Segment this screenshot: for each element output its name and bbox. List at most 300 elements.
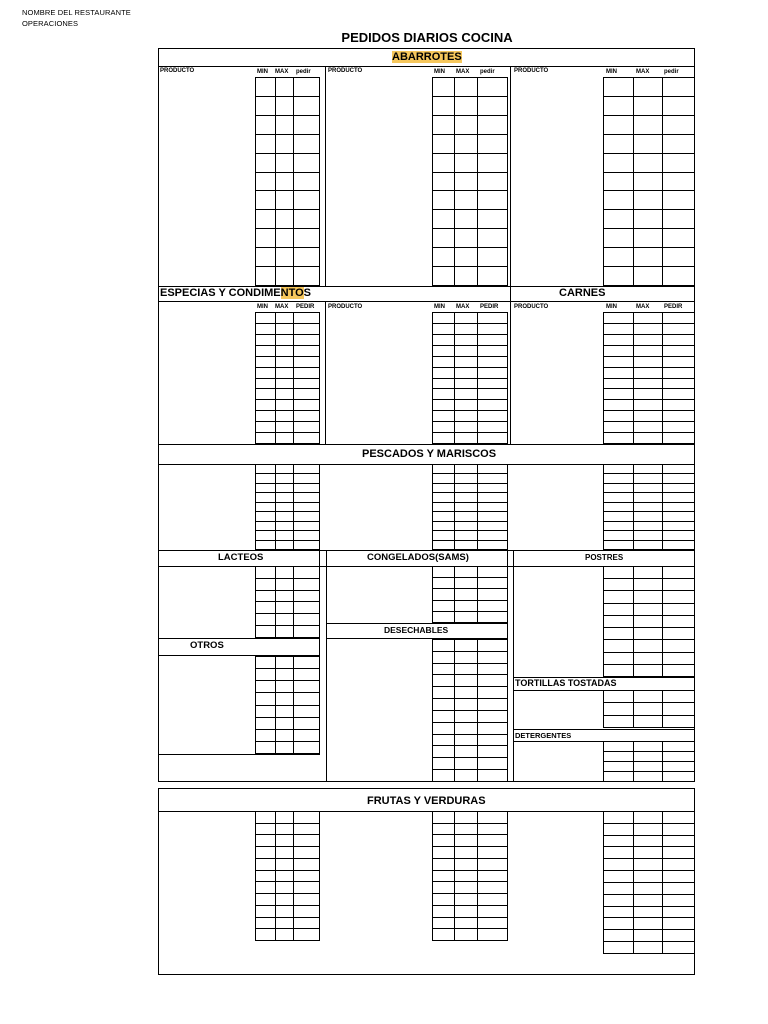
grid-cell	[433, 758, 455, 770]
grid-cell	[256, 847, 276, 859]
grid-cell	[294, 567, 320, 579]
grid-cell	[663, 78, 695, 97]
grid-cell	[604, 591, 634, 603]
col-header-producto: PRODUCTO	[328, 68, 363, 74]
grid-cell	[478, 173, 508, 192]
grid-cell	[276, 248, 294, 267]
pescados-grid-3	[603, 464, 695, 550]
grid-cell	[455, 267, 478, 286]
grid-cell	[478, 503, 508, 512]
grid-cell	[478, 770, 508, 782]
grid-cell	[433, 589, 455, 600]
grid-cell	[478, 567, 508, 578]
grid-cell	[634, 772, 663, 782]
grid-cell	[604, 389, 634, 400]
grid-cell	[478, 335, 508, 346]
grid-cell	[276, 894, 294, 906]
lacteos-top-line	[158, 550, 695, 551]
grid-cell	[478, 512, 508, 521]
grid-cell	[604, 493, 634, 502]
grid-cell	[604, 411, 634, 422]
grid-cell	[634, 883, 663, 895]
especias-divider	[158, 301, 695, 302]
col-header-producto: PRODUCTO	[160, 68, 195, 74]
grid-cell	[604, 665, 634, 677]
grid-cell	[455, 346, 478, 357]
grid-cell	[294, 465, 320, 474]
grid-cell	[276, 389, 294, 400]
grid-cell	[294, 368, 320, 379]
grid-cell	[433, 474, 455, 483]
grid-cell	[294, 267, 320, 286]
grid-cell	[294, 522, 320, 531]
grid-cell	[276, 626, 294, 638]
col-header-pedir: pedir	[664, 69, 679, 75]
grid-cell	[455, 612, 478, 623]
grid-cell	[634, 895, 663, 907]
grid-cell	[294, 591, 320, 603]
grid-cell	[455, 116, 478, 135]
grid-cell	[604, 229, 634, 248]
grid-cell	[294, 324, 320, 335]
grid-cell	[455, 652, 478, 664]
grid-cell	[663, 411, 695, 422]
grid-cell	[455, 135, 478, 154]
grid-cell	[478, 357, 508, 368]
abarrotes-divider-2	[510, 66, 511, 286]
grid-cell	[433, 929, 455, 941]
grid-cell	[663, 691, 695, 703]
grid-cell	[634, 531, 663, 540]
grid-cell	[478, 97, 508, 116]
grid-cell	[294, 357, 320, 368]
grid-cell	[478, 522, 508, 531]
grid-cell	[294, 669, 320, 681]
grid-cell	[256, 906, 276, 918]
grid-cell	[663, 400, 695, 411]
grid-cell	[604, 942, 634, 954]
grid-cell	[455, 433, 478, 444]
grid-cell	[256, 173, 276, 192]
grid-cell	[455, 324, 478, 335]
grid-cell	[433, 346, 455, 357]
grid-cell	[663, 871, 695, 883]
grid-cell	[433, 522, 455, 531]
grid-cell	[294, 389, 320, 400]
grid-cell	[455, 154, 478, 173]
grid-cell	[256, 742, 276, 754]
grid-cell	[663, 752, 695, 762]
col-header-producto: PRODUCTO	[328, 304, 363, 310]
grid-cell	[294, 191, 320, 210]
grid-cell	[294, 730, 320, 742]
grid-cell	[634, 135, 663, 154]
grid-cell	[256, 669, 276, 681]
grid-cell	[604, 847, 634, 859]
grid-cell	[294, 97, 320, 116]
grid-cell	[604, 772, 634, 782]
abarrotes-divider	[158, 66, 695, 67]
grid-cell	[663, 357, 695, 368]
grid-cell	[634, 389, 663, 400]
grid-cell	[455, 770, 478, 782]
grid-cell	[433, 267, 455, 286]
grid-cell	[478, 675, 508, 687]
grid-cell	[433, 97, 455, 116]
grid-cell	[478, 465, 508, 474]
grid-cell	[294, 929, 320, 941]
tortillas-grid	[603, 690, 695, 728]
grid-cell	[294, 154, 320, 173]
grid-cell	[634, 762, 663, 772]
grid-cell	[276, 579, 294, 591]
grid-cell	[256, 871, 276, 883]
grid-cell	[663, 591, 695, 603]
otros-grid	[255, 656, 320, 754]
grid-cell	[433, 493, 455, 502]
grid-cell	[478, 812, 508, 824]
grid-cell	[455, 918, 478, 930]
grid-cell	[294, 433, 320, 444]
grid-cell	[634, 665, 663, 677]
grid-cell	[634, 604, 663, 616]
grid-cell	[294, 906, 320, 918]
grid-cell	[634, 918, 663, 930]
grid-cell	[663, 522, 695, 531]
grid-cell	[294, 173, 320, 192]
grid-cell	[478, 746, 508, 758]
detergentes-title: DETERGENTES	[515, 731, 572, 740]
grid-cell	[604, 703, 634, 715]
grid-cell	[634, 942, 663, 954]
grid-cell	[433, 601, 455, 612]
grid-cell	[663, 812, 695, 824]
grid-cell	[663, 97, 695, 116]
grid-cell	[256, 229, 276, 248]
col-header-min: MIN	[606, 69, 617, 75]
grid-cell	[455, 578, 478, 589]
grid-cell	[604, 742, 634, 752]
grid-cell	[294, 116, 320, 135]
grid-cell	[604, 324, 634, 335]
grid-cell	[433, 512, 455, 521]
grid-cell	[433, 78, 455, 97]
grid-cell	[604, 567, 634, 579]
grid-cell	[256, 531, 276, 540]
grid-cell	[256, 324, 276, 335]
grid-cell	[478, 601, 508, 612]
congelados-left-border	[326, 550, 327, 782]
grid-cell	[276, 324, 294, 335]
grid-cell	[634, 368, 663, 379]
grid-cell	[604, 313, 634, 324]
grid-cell	[604, 97, 634, 116]
grid-cell	[294, 718, 320, 730]
grid-cell	[604, 503, 634, 512]
grid-cell	[433, 173, 455, 192]
grid-cell	[455, 758, 478, 770]
grid-cell	[604, 522, 634, 531]
grid-cell	[433, 824, 455, 836]
grid-cell	[294, 706, 320, 718]
grid-cell	[276, 379, 294, 390]
grid-cell	[478, 78, 508, 97]
grid-cell	[663, 847, 695, 859]
otros-title: OTROS	[190, 640, 224, 651]
grid-cell	[478, 229, 508, 248]
pescados-grid-1	[255, 464, 320, 550]
grid-cell	[276, 742, 294, 754]
grid-cell	[455, 400, 478, 411]
grid-cell	[478, 400, 508, 411]
grid-cell	[276, 97, 294, 116]
grid-cell	[478, 389, 508, 400]
grid-cell	[433, 422, 455, 433]
col-header-pedir: pedir	[296, 69, 311, 75]
grid-cell	[455, 723, 478, 735]
grid-cell	[634, 400, 663, 411]
grid-cell	[634, 433, 663, 444]
grid-cell	[455, 531, 478, 540]
grid-cell	[294, 512, 320, 521]
grid-cell	[634, 567, 663, 579]
grid-cell	[256, 859, 276, 871]
grid-cell	[478, 191, 508, 210]
grid-cell	[604, 616, 634, 628]
col-header-min: MIN	[434, 304, 445, 310]
grid-cell	[276, 191, 294, 210]
grid-cell	[663, 173, 695, 192]
grid-cell	[433, 770, 455, 782]
grid-cell	[455, 699, 478, 711]
grid-cell	[478, 723, 508, 735]
grid-cell	[478, 612, 508, 623]
grid-cell	[433, 567, 455, 578]
grid-cell	[604, 930, 634, 942]
grid-cell	[455, 522, 478, 531]
col-header-max: MAX	[456, 304, 470, 310]
grid-cell	[663, 368, 695, 379]
grid-cell	[604, 752, 634, 762]
grid-cell	[433, 210, 455, 229]
grid-cell	[604, 210, 634, 229]
grid-cell	[478, 758, 508, 770]
grid-cell	[478, 699, 508, 711]
grid-cell	[634, 522, 663, 531]
grid-cell	[663, 762, 695, 772]
grid-cell	[433, 379, 455, 390]
grid-cell	[663, 579, 695, 591]
grid-cell	[455, 894, 478, 906]
grid-cell	[294, 681, 320, 693]
grid-cell	[256, 929, 276, 941]
pescados-top-line	[158, 444, 695, 445]
col-header-min: MIN	[606, 304, 617, 310]
grid-cell	[276, 882, 294, 894]
grid-cell	[634, 357, 663, 368]
grid-cell	[256, 248, 276, 267]
grid-cell	[634, 379, 663, 390]
grid-cell	[604, 346, 634, 357]
grid-cell	[256, 882, 276, 894]
grid-cell	[663, 883, 695, 895]
grid-cell	[663, 474, 695, 483]
grid-cell	[276, 135, 294, 154]
grid-cell	[455, 929, 478, 941]
grid-cell	[256, 567, 276, 579]
grid-cell	[294, 918, 320, 930]
grid-cell	[256, 78, 276, 97]
grid-cell	[478, 346, 508, 357]
grid-cell	[276, 929, 294, 941]
grid-cell	[663, 665, 695, 677]
grid-cell	[433, 699, 455, 711]
grid-cell	[276, 154, 294, 173]
grid-cell	[276, 567, 294, 579]
grid-cell	[663, 567, 695, 579]
grid-cell	[478, 835, 508, 847]
grid-cell	[433, 578, 455, 589]
grid-cell	[455, 173, 478, 192]
grid-cell	[634, 97, 663, 116]
grid-cell	[256, 191, 276, 210]
grid-cell	[663, 703, 695, 715]
grid-cell	[276, 669, 294, 681]
grid-cell	[294, 859, 320, 871]
grid-cell	[604, 191, 634, 210]
lacteos-grid	[255, 566, 320, 638]
grid-cell	[604, 531, 634, 540]
grid-cell	[663, 191, 695, 210]
grid-cell	[276, 541, 294, 550]
grid-cell	[634, 503, 663, 512]
grid-cell	[634, 579, 663, 591]
grid-cell	[256, 346, 276, 357]
grid-cell	[433, 324, 455, 335]
abarrotes-grid-1	[255, 77, 320, 286]
grid-cell	[663, 135, 695, 154]
grid-cell	[455, 882, 478, 894]
grid-cell	[455, 601, 478, 612]
grid-cell	[663, 942, 695, 954]
grid-cell	[478, 248, 508, 267]
grid-cell	[433, 746, 455, 758]
grid-cell	[455, 567, 478, 578]
grid-cell	[433, 357, 455, 368]
grid-cell	[276, 812, 294, 824]
grid-cell	[478, 154, 508, 173]
grid-cell	[256, 267, 276, 286]
grid-cell	[455, 664, 478, 676]
grid-cell	[455, 484, 478, 493]
grid-cell	[455, 906, 478, 918]
col-header-pedir: pedir	[480, 69, 495, 75]
grid-cell	[604, 812, 634, 824]
grid-cell	[604, 400, 634, 411]
frutas-title: FRUTAS Y VERDURAS	[367, 795, 486, 807]
grid-cell	[478, 664, 508, 676]
grid-cell	[604, 836, 634, 848]
grid-cell	[276, 422, 294, 433]
grid-cell	[276, 512, 294, 521]
grid-cell	[256, 368, 276, 379]
grid-cell	[604, 484, 634, 493]
grid-cell	[276, 847, 294, 859]
grid-cell	[634, 411, 663, 422]
grid-cell	[276, 871, 294, 883]
grid-cell	[663, 116, 695, 135]
grid-cell	[478, 894, 508, 906]
grid-cell	[634, 116, 663, 135]
grid-cell	[294, 824, 320, 836]
grid-cell	[663, 503, 695, 512]
grid-cell	[276, 591, 294, 603]
grid-cell	[604, 465, 634, 474]
grid-cell	[455, 589, 478, 600]
col-header-pedir: PEDIR	[296, 304, 315, 310]
especias-title: ESPECIAS Y CONDIMENTOS	[160, 287, 311, 299]
grid-cell	[663, 389, 695, 400]
grid-cell	[634, 335, 663, 346]
grid-cell	[276, 210, 294, 229]
grid-cell	[634, 78, 663, 97]
grid-cell	[478, 640, 508, 652]
grid-cell	[663, 335, 695, 346]
grid-cell	[634, 812, 663, 824]
grid-cell	[294, 78, 320, 97]
grid-cell	[294, 579, 320, 591]
grid-cell	[455, 503, 478, 512]
grid-cell	[604, 379, 634, 390]
grid-cell	[294, 346, 320, 357]
grid-cell	[294, 210, 320, 229]
grid-cell	[478, 531, 508, 540]
grid-cell	[604, 640, 634, 652]
grid-cell	[256, 602, 276, 614]
grid-cell	[276, 906, 294, 918]
grid-cell	[663, 895, 695, 907]
grid-cell	[634, 691, 663, 703]
grid-cell	[455, 812, 478, 824]
grid-cell	[663, 248, 695, 267]
grid-cell	[634, 191, 663, 210]
grid-cell	[604, 154, 634, 173]
page-title: PEDIDOS DIARIOS COCINA	[341, 30, 513, 45]
grid-cell	[276, 657, 294, 669]
grid-cell	[634, 703, 663, 715]
grid-cell	[294, 422, 320, 433]
grid-cell	[256, 389, 276, 400]
grid-cell	[294, 541, 320, 550]
grid-cell	[478, 379, 508, 390]
grid-cell	[604, 871, 634, 883]
grid-cell	[455, 465, 478, 474]
col-header-max: MAX	[275, 69, 289, 75]
grid-cell	[663, 484, 695, 493]
grid-cell	[604, 433, 634, 444]
grid-cell	[294, 626, 320, 638]
grid-cell	[663, 541, 695, 550]
grid-cell	[478, 906, 508, 918]
grid-cell	[455, 735, 478, 747]
grid-cell	[256, 379, 276, 390]
grid-cell	[256, 512, 276, 521]
grid-cell	[276, 503, 294, 512]
grid-cell	[433, 871, 455, 883]
grid-cell	[256, 626, 276, 638]
grid-cell	[455, 835, 478, 847]
operations-label: OPERACIONES	[22, 19, 79, 28]
